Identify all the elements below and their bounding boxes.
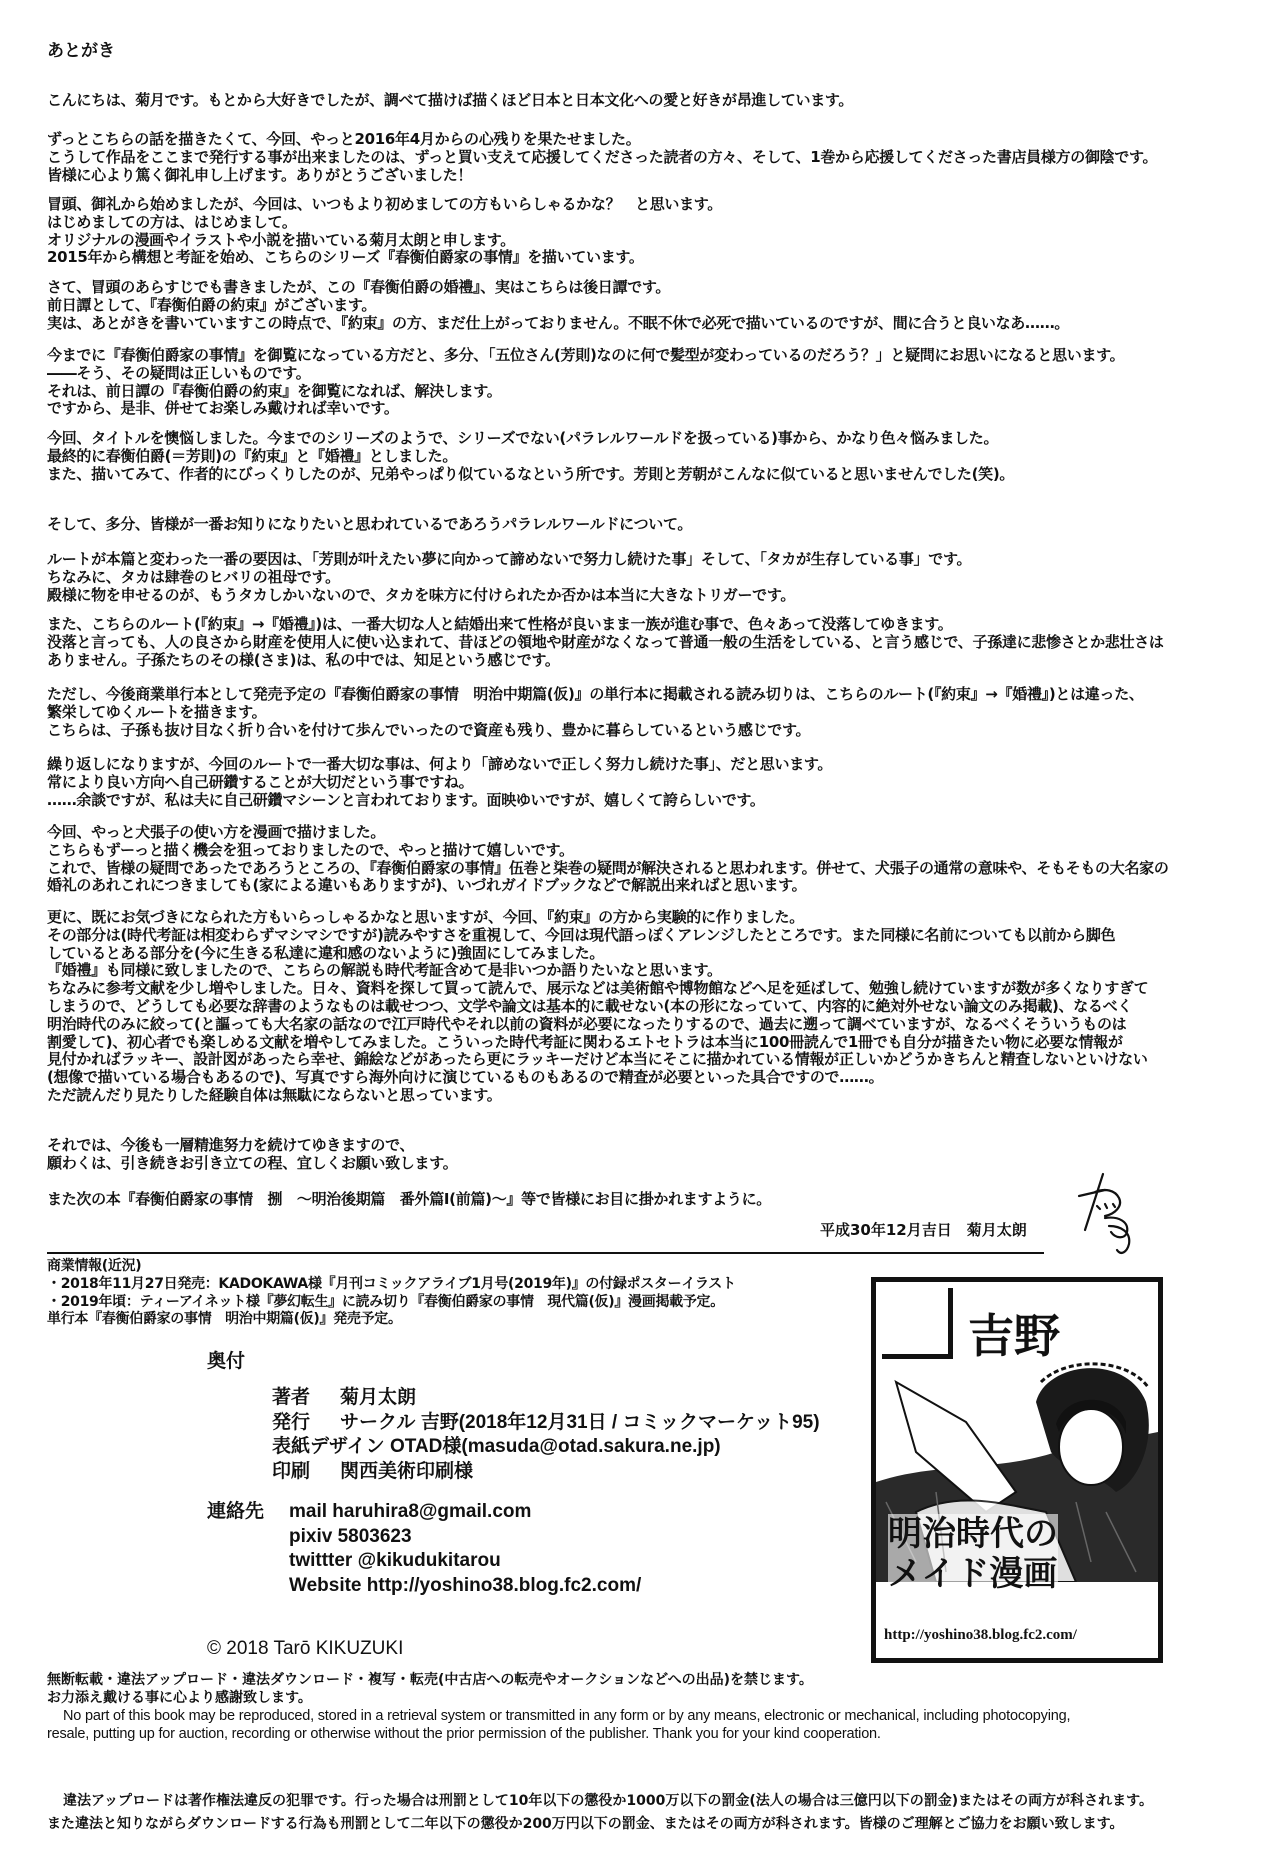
contact-website: Website http://yoshino38.blog.fc2.com/ (289, 1574, 642, 1596)
paragraph (47, 824, 1169, 895)
paragraph (47, 430, 1014, 483)
row-value: OTAD様(masuda@otad.sakura.ne.jp) (389, 1436, 721, 1457)
text-line: ・2019年頃：ティーアイネット様『夢幻転生』に読み切り『春衡伯爵家の事情 現代篇(仮)』漫画掲載予定。 (47, 1293, 724, 1310)
text-line: 冒頭、御礼から始めましたが、今回は、いつもより初めましての方もいらしゃるかな？ と思います。 (47, 195, 723, 213)
text-line: こうして作品をここまで発行する事が出来ましたのは、ずっと買い支えて応援してくださった読者の方々、そして、1巻から応援してくださった書店員様方の御陰です。 (47, 147, 1158, 166)
paragraph (47, 516, 692, 534)
text-line: 明治時代のみに絞って(と謳っても大名家の話なので江戸時代やそれ以前の資料が必要になったりするので、過去に遡って調べていますが、なるべくそういうものは (47, 1014, 1127, 1033)
colophon-row-cover-design (272, 1435, 820, 1460)
contact-mail: mail haruhira8@gmail.com (289, 1501, 532, 1522)
text-line: (想像で描いている場合もあるので)、写真ですら海外向けに演じているものもあるので精査が必要といった具合ですので……。 (47, 1068, 884, 1087)
notice-en-line: resale, putting up for auction, recording or otherwise without the prior permission of the publisher. Thank you for your kind cooperation. (47, 1726, 881, 1742)
contact-pixiv: pixiv 5803623 (289, 1525, 412, 1547)
ad-corner-box (882, 1288, 953, 1359)
text-line: 割愛して)、初心者でも楽しめる文献を増やしてみました。こういった時代考証に関わるエトセトラは本当に100冊読んで1冊でも自分が描きたい物に必要な情報が (47, 1032, 1123, 1051)
text-line: 最終的に春衡伯爵(＝芳則)の『約束』と『婚禮』としました。 (47, 446, 458, 465)
paragraph (47, 131, 1157, 184)
ad-catch-line: メイド漫画 (888, 1554, 1058, 1594)
text-line: 常により良い方向へ自己研鑽することが大切だという事ですね。 (47, 772, 474, 791)
text-line: その部分は(時代考証は相変わらずマシマシですが)読みやすさを重視して、今回は現代語っぽくアレンジしたところです。また同様に名前についても以前から脚色 (47, 925, 1116, 944)
row-value: サークル 吉野(2018年12月31日 / コミックマーケット95) (340, 1411, 820, 1433)
text-line: 婚礼のあれこれにつきましても(家による違いもありますが)、いづれガイドブックなどで解説出来ればと思います。 (47, 876, 807, 895)
text-line: ・2018年11月27日発売：KADOKAWA様『月刊コミックアライブ1月号(2019年)』の付録ポスターイラスト (47, 1275, 736, 1292)
paragraph (47, 551, 971, 604)
afterword-heading: あとがき (47, 41, 115, 61)
contact-block (207, 1500, 641, 1598)
notice-jp-line: お力添え戴ける事に心より感謝致します。 (47, 1690, 312, 1706)
paragraph (47, 92, 853, 110)
circle-ad-image (871, 1277, 1163, 1663)
dateline: 平成30年12月吉日 菊月太朗 (820, 1221, 1027, 1239)
commercial-info (47, 1258, 736, 1329)
colophon-table (272, 1386, 820, 1484)
text-line: こんにちは、菊月です。もとから大好きでしたが、調べて描けば描くほど日本と日本文化への愛と好きが昂進しています。 (47, 91, 854, 109)
legal-warning (47, 1790, 1153, 1836)
text-line: 更に、既にお気づきになられた方もいらっしゃるかなと思いますが、今回、『約束』の方から実験的に作りました。 (47, 908, 804, 926)
row-value: 関西美術印刷様 (340, 1460, 474, 1482)
text-line: ありません。子孫たちのその様(さま)は、私の中では、知足という感じです。 (47, 650, 560, 669)
text-line: また、描いてみて、作者的にびっくりしたのが、兄弟やっぱり似ているなという所です。芳則と芳朝がこんなに似ていると思いませんでした(笑)。 (47, 464, 1015, 483)
text-line: ルートが本篇と変わった一番の要因は、「芳則が叶えたい夢に向かって諦めないで努力し続けた事」そして、「タカが生存している事」です。 (47, 550, 972, 568)
paragraph (47, 756, 832, 809)
text-line: ただし、今後商業単行本として発売予定の『春衡伯爵家の事情 明治中期篇(仮)』の単行本に掲載される読み切りは、こちらのルート(『約束』→『婚禮』)とは違った、 (47, 685, 1144, 703)
row-label: 印刷 (272, 1460, 311, 1482)
colophon-title: 奥付 (207, 1350, 246, 1372)
paragraph (47, 909, 1148, 1105)
text-line: 今回、タイトルを懊悩しました。今までのシリーズのようで、シリーズでない(パラレルワールドを扱っている)事から、かなり色々悩みました。 (47, 429, 999, 447)
text-line: こちらは、子孫も抜け目なく折り合いを付けて歩んでいったので資産も残り、豊かに暮らしているという感じです。 (47, 720, 811, 739)
text-line: 願わくは、引き続きお引き立ての程、宜しくお願い致します。 (47, 1153, 458, 1172)
text-line: 繰り返しになりますが、今回のルートで一番大切な事は、何より「諦めないで正しく努力し続けた事」、だと思います。 (47, 755, 833, 773)
text-line: それは、前日譚の『春衡伯爵の約束』を御覧になれば、解決します。 (47, 381, 502, 400)
contact-twitter: twittter @kikudukitarou (289, 1550, 501, 1571)
legal-line: 違法アップロードは著作権法違反の犯罪です。行った場合は刑罰として10年以下の懲役か1000万以下の罰金(法人の場合は三億円以下の罰金)またはその両方が科されます。 (63, 1793, 1154, 1809)
ad-catch-line: 明治時代の (888, 1514, 1058, 1554)
notice-en-line: No part of this book may be reproduced, stored in a retrieval system or transmitted in any form or by any means, electronic or mechanical, including photocopying, (63, 1708, 1071, 1724)
paragraph (47, 1137, 457, 1173)
text-line: 実は、あとがきを書いていますこの時点で、『約束』の方、まだ仕上がっておりません。不眠不休で必死で描いているのですが、間に合うと良いなあ……。 (47, 313, 1070, 332)
colophon-row-publisher (272, 1411, 820, 1436)
row-value: 菊月太朗 (340, 1387, 417, 1408)
ad-url: http://yoshino38.blog.fc2.com/ (884, 1627, 1077, 1643)
text-line: しまうので、どうしても必要な辞書のようなものは載せつつ、文学や論文は基本的に載せない(本の形になっていて、内容的に絶対外せない論文のみ掲載)、なるべく (47, 996, 1133, 1015)
text-line: また次の本『春衡伯爵家の事情 捌 ～明治後期篇 番外篇Ⅰ(前篇)～』等で皆様にお目に掛かれますように。 (47, 1190, 771, 1208)
contact-label: 連絡先 (207, 1501, 265, 1522)
text-line: それでは、今後も一層精進努力を続けてゆきますので、 (47, 1136, 415, 1154)
text-line: 今回、やっと犬張子の使い方を漫画で描けました。 (47, 823, 386, 841)
copyright: © 2018 Tarō KIKUZUKI (207, 1638, 404, 1659)
reproduction-notice (47, 1671, 1070, 1743)
text-line: こちらもずーっと描く機会を狙っておりましたので、やっと描けて嬉しいです。 (47, 840, 574, 859)
text-line: しているとある部分を(今に生きる私達に違和感のないように)強固にしてみました。 (47, 943, 605, 962)
text-line: 商業情報(近況) (47, 1258, 142, 1274)
row-label: 発行 (272, 1411, 311, 1433)
text-line: 2015年から構想と考証を始め、こちらのシリーズ『春衡伯爵家の事情』を描いています。 (47, 248, 644, 267)
paragraph (47, 279, 1069, 332)
text-line: 『婚禮』も同様に致しましたので、こちらの解説も時代考証含めて是非いつか語りたいなと思います。 (47, 961, 722, 980)
text-line: 繁栄してゆくルートを描きます。 (47, 702, 267, 721)
text-line: ずっとこちらの話を描きたくて、今回、やっと2016年4月からの心残りを果たせました。 (47, 130, 641, 148)
text-line: 前日譚として、『春衡伯爵の約束』がございます。 (47, 295, 377, 314)
paragraph (47, 347, 1124, 418)
text-line: 今までに『春衡伯爵家の事情』を御覧になっている方だと、多分、「五位さん(芳則)なのに何で髪型が変わっているのだろう？」と疑問にお思いになると思います。 (47, 346, 1125, 364)
text-line: ……余談ですが、私は夫に自己研鑽マシーンと言われております。面映ゆいですが、嬉しくて誇らしいです。 (47, 790, 765, 809)
notice-jp-line: 無断転載・違法アップロード・違法ダウンロード・複写・転売(中古店への転売やオークションなどへの出品)を禁じます。 (47, 1672, 813, 1688)
section-divider (47, 1252, 1044, 1254)
paragraph (47, 686, 1144, 739)
row-label: 表紙デザイン (272, 1436, 385, 1457)
text-line: ――そう、その疑問は正しいものです。 (47, 363, 311, 382)
text-line: はじめましての方は、はじめまして。 (47, 212, 297, 231)
text-line: ただ読んだり見たりした経験自体は無駄にならないと思っています。 (47, 1085, 502, 1104)
text-line: 没落と言っても、人の良さから財産を使用人に使い込まれて、昔ほどの領地や財産がなくなって普通一般の生活をしている、と言う感じで、子孫達に悲惨さとか悲壮さは (47, 632, 1164, 651)
text-line: 殿様に物を申せるのが、もうタカしかいないので、タカを味方に付けられたか否かは本当に大きなトリガーです。 (47, 585, 796, 604)
text-line: さて、冒頭のあらすじでも書きましたが、この『春衡伯爵の婚禮』、実はこちらは後日譚です。 (47, 278, 671, 296)
text-line: ちなみに、タカは肆巻のヒバリの祖母です。 (47, 567, 340, 586)
paragraph (47, 616, 1164, 669)
text-line: また、こちらのルート(『約束』→『婚禮』)は、一番大切な人と結婚出来て性格が良いまま一族が進む事で、色々あって没落してゆきます。 (47, 615, 953, 633)
text-line: 単行本『春衡伯爵家の事情 明治中期篇(仮)』発売予定。 (47, 1311, 402, 1328)
ad-circle-name: 吉野 (968, 1309, 1060, 1363)
text-line: ですから、是非、併せてお楽しみ戴ければ幸いです。 (47, 399, 399, 418)
text-line: オリジナルの漫画やイラストや小説を描いている菊月太朗と申します。 (47, 230, 516, 249)
text-line: ちなみに参考文献を少し増やしました。日々、資料を探して買って読んで、展示などは美術館や博物館などへ足を延ばして、勉強し続けていますが数が多くなりすぎて (47, 979, 1149, 998)
text-line: そして、多分、皆様が一番お知りになりたいと思われているであろうパラレルワールドについて。 (47, 515, 693, 533)
ad-catchphrase (888, 1514, 1058, 1594)
row-label: 著者 (272, 1387, 311, 1408)
legal-line: また違法と知りながらダウンロードする行為も刑罰として二年以下の懲役か200万円以下の罰金、またはその両方が科されます。皆様のご理解とご協力をお願い致します。 (47, 1816, 1124, 1832)
text-line: 皆様に心より篤く御礼申し上げます。ありがとうございました！ (47, 165, 473, 184)
text-line: 見付かればラッキー、設計図があったら幸せ、錦絵などがあったら更にラッキーだけど本当にそこに描かれている情報が正しいかどうかきちんと精査しないといけない (47, 1050, 1148, 1069)
colophon-row-printer (272, 1460, 820, 1485)
text-line: これで、皆様の疑問であったであろうところの、『春衡伯爵家の事情』伍巻と柒巻の疑問が解決されると思われます。併せて、犬張子の通常の意味や、そもそもの大名家の (47, 858, 1169, 877)
signature (1075, 1170, 1155, 1264)
colophon-row-author (272, 1386, 820, 1411)
paragraph (47, 196, 722, 267)
paragraph (47, 1191, 771, 1209)
